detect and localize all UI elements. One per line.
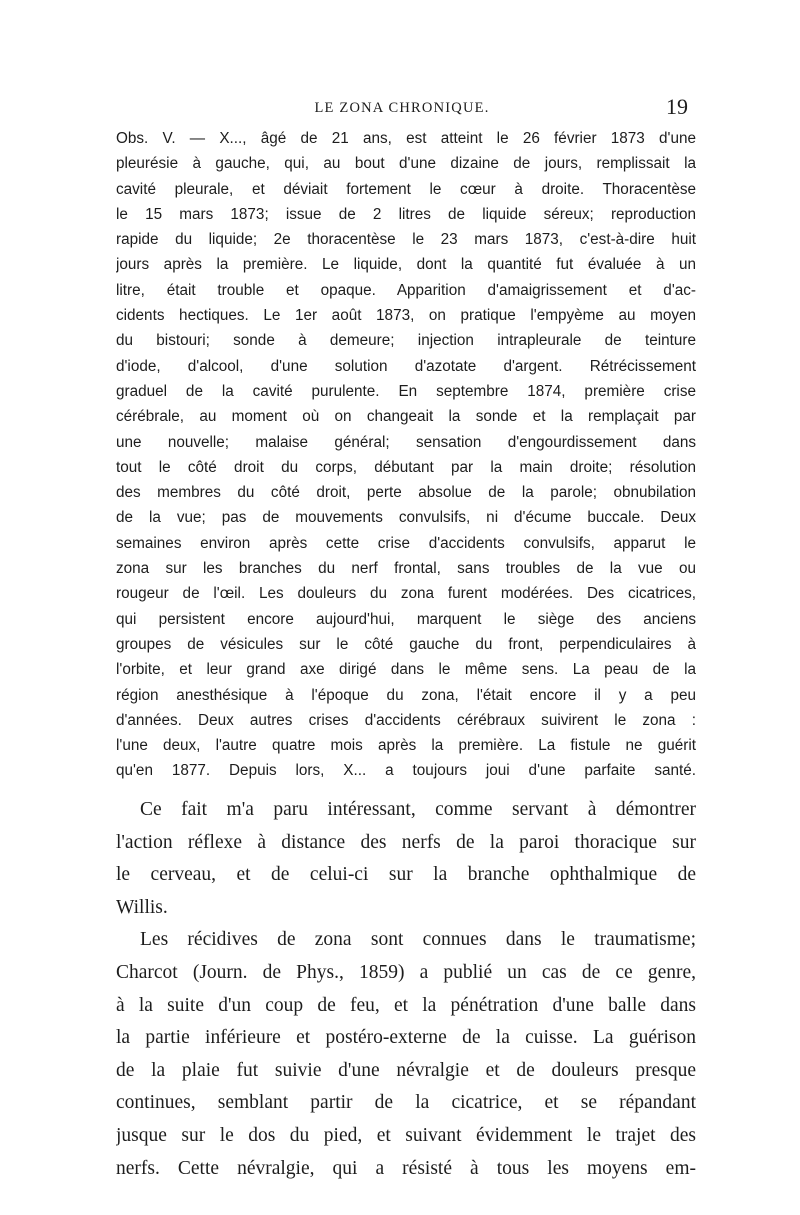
observation-line: une nouvelle; malaise général; sensation d'engourdissement dans [116,433,696,451]
observation-line: qui persistent encore aujourd'hui, marquent le siège des anciens [116,610,696,628]
paragraph-line: la partie inférieure et postéro-externe de la cuisse. La guérison [116,1027,696,1049]
observation-line: graduel de la cavité purulente. En septembre 1874, première crise [116,382,696,400]
paragraph-line: Charcot (Journ. de Phys., 1859) a publié un cas de ce genre, [116,961,696,983]
paragraph-line: de la plaie fut suivie d'une névralgie et de douleurs presque [116,1059,696,1081]
observation-line: d'iode, d'alcool, d'une solution d'azotate d'argent. Rétrécissement [116,357,696,375]
paragraph-line: jusque sur le dos du pied, et suivant évidemment le trajet des [116,1124,696,1146]
paragraph-line: à la suite d'un coup de feu, et la pénétration d'une balle dans [116,994,696,1016]
observation-line: pleurésie à gauche, qui, au bout d'une dizaine de jours, remplissait la [116,155,696,173]
page-number: 19 [666,94,688,119]
observation-line: cidents hectiques. Le 1er août 1873, on pratique l'empyème au moyen [116,307,696,325]
observation-line: rapide du liquide; 2e thoracentèse le 23 mars 1873, c'est-à-dire huit [116,231,696,249]
observation-line: cérébrale, au moment où on changeait la sonde et la remplaçait par [116,408,696,426]
observation-line: Obs. V. — X..., âgé de 21 ans, est atteint le 26 février 1873 d'une [116,130,696,147]
observation-line: de la vue; pas de mouvements convulsifs, ni d'écume buccale. Deux [116,509,696,527]
observation-line: rougeur de l'œil. Les douleurs du zona furent modérées. Des cicatrices, [116,585,696,603]
observation-line: litre, était trouble et opaque. Apparition d'amaigrissement et d'ac- [116,281,696,299]
paragraph-line [116,924,696,957]
running-title: LE ZONA CHRONIQUE. [314,100,490,116]
observation-line: semaines environ après cette crise d'accidents convulsifs, apparut le [116,534,696,552]
observation-block [116,126,696,784]
paragraph-line: Willis. [116,896,168,918]
observation-line: qu'en 1877. Depuis lors, X... a toujours joui d'une parfaite santé. [116,762,696,780]
observation-line: zona sur les branches du nerf frontal, sans troubles de la vue ou [116,560,696,578]
observation-line: jours après la première. Le liquide, dont la quantité fut évaluée à un [116,256,696,274]
paragraph-line: l'action réflexe à distance des nerfs de la paroi thoracique sur [116,831,696,853]
observation-line: du bistouri; sonde à demeure; injection intrapleurale de teinture [116,332,696,350]
paragraph-line [116,794,696,827]
observation-line: l'une deux, l'autre quatre mois après la première. La fistule ne guérit [116,737,696,755]
observation-line: cavité pleurale, et déviait fortement le cœur à droite. Thoracentèse [116,180,696,198]
paragraph-line: le cerveau, et de celui-ci sur la branche ophthalmique de [116,864,696,886]
paragraph-line-text: Ce fait m'a paru intéressant, comme servant à démontrer [140,799,696,820]
observation-line: des membres du côté droit, perte absolue de la parole; obnubilation [116,484,696,502]
paragraph-line: continues, semblant partir de la cicatrice, et se répandant [116,1092,696,1114]
body-text [116,794,696,1185]
running-head [116,96,688,124]
observation-line: le 15 mars 1873; issue de 2 litres de liquide séreux; reproduction [116,205,696,223]
observation-line: tout le côté droit du corps, débutant par la main droite; résolution [116,458,696,476]
paragraph-line-text: Les récidives de zona sont connues dans le traumatisme; [140,929,696,951]
observation-line: l'orbite, et leur grand axe dirigé dans le même sens. La peau de la [116,661,696,679]
paragraph-line: nerfs. Cette névralgie, qui a résisté à tous les moyens em- [116,1157,696,1179]
observation-line: d'années. Deux autres crises d'accidents cérébraux suivirent le zona : [116,711,696,729]
observation-line: région anesthésique à l'époque du zona, l'était encore il y a peu [116,686,696,704]
observation-line: groupes de vésicules sur le côté gauche du front, perpendiculaires à [116,635,696,653]
